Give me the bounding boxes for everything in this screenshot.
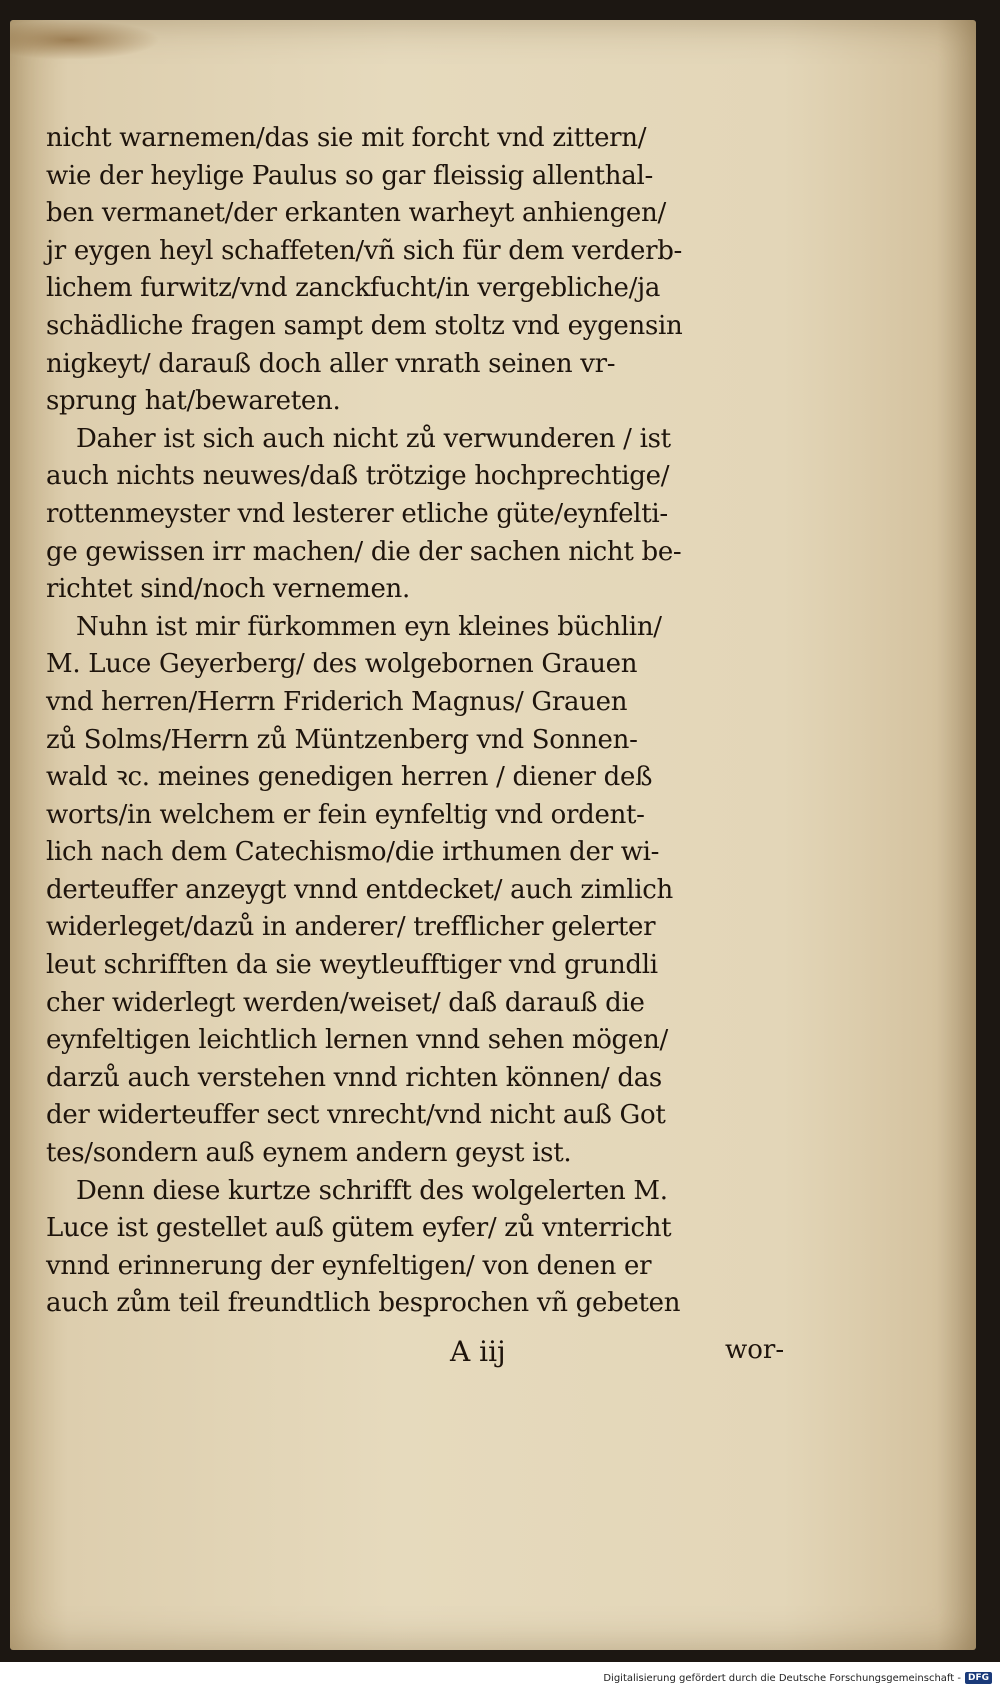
text-line: eynfeltigen leichtlich lernen vnnd sehen mögen/ (46, 1025, 668, 1056)
text-line: auch zům teil freundtlich besprochen vñ gebeten (46, 1288, 681, 1319)
text-line: cher widerlegt werden/weiset/ daß darauß die (46, 987, 645, 1018)
text-block (46, 120, 816, 1323)
text-line: tes/sondern auß eynem andern geyst ist. (46, 1138, 572, 1169)
text-line: vnnd erinnerung der eynfeltigen/ von denen er (46, 1250, 652, 1281)
text-line: auch nichts neuwes/daß trötzige hochprechtige/ (46, 461, 670, 492)
text-line: derteuffer anzeygt vnnd entdecket/ auch zimlich (46, 874, 673, 905)
text-line: Daher ist sich auch nicht zů verwunderen / ist (76, 423, 671, 454)
text-line: wie der heylige Paulus so gar fleissig allenthal- (46, 160, 653, 191)
text-line: ben vermanet/der erkanten warheyt anhiengen/ (46, 198, 666, 229)
text-line: worts/in welchem er fein eynfeltig vnd ordent- (46, 799, 645, 830)
footer-credit (603, 1672, 992, 1684)
text-line: widerleget/dazů in anderer/ trefflicher gelerter (46, 912, 656, 943)
text-line: Luce ist gestellet auß gütem eyfer/ zů vnterricht (46, 1213, 672, 1244)
text-line: nigkeyt/ darauß doch aller vnrath seinen vr- (46, 348, 616, 379)
text-line: sprung hat/bewareten. (46, 386, 341, 417)
catchword: wor- (725, 1335, 785, 1365)
text-line: schädliche fragen sampt dem stoltz vnd eygensin (46, 310, 683, 341)
text-line: Denn diese kurtze schrifft des wolgelerten M. (76, 1175, 668, 1206)
text-line: ge gewissen irr machen/ die der sachen nicht be- (46, 536, 682, 567)
text-line: leut schrifften da sie weytleufftiger vnd grundli (46, 950, 658, 981)
dfg-logo-icon: DFG (965, 1672, 992, 1684)
text-line: jr eygen heyl schaffeten/vñ sich für dem verderb- (46, 235, 683, 266)
text-line: wald ꝛc. meines genedigen herren / diener deß (46, 762, 653, 793)
text-line: lichem furwitz/vnd zanckfucht/in vergebliche/ja (46, 273, 661, 304)
page-stain (10, 20, 160, 60)
text-line: vnd herren/Herrn Friderich Magnus/ Grauen (46, 686, 628, 717)
text-line: M. Luce Geyerberg/ des wolgebornen Grauen (46, 649, 638, 680)
text-line: zů Solms/Herrn zů Müntzenberg vnd Sonnen- (46, 724, 638, 755)
signature-mark: A iij (450, 1335, 506, 1368)
text-line: richtet sind/noch vernemen. (46, 574, 410, 605)
text-line: nicht warnemen/das sie mit forcht vnd zittern/ (46, 123, 647, 153)
text-line: Nuhn ist mir fürkommen eyn kleines büchlin/ (76, 611, 662, 642)
footer-credit-text: Digitalisierung gefördert durch die Deutsche Forschungsgemeinschaft - (603, 1672, 961, 1684)
book-page (10, 20, 976, 1650)
text-line: rottenmeyster vnd lesterer etliche güte/eynfelti- (46, 498, 668, 529)
text-line: der widerteuffer sect vnrecht/vnd nicht auß Got (46, 1100, 666, 1131)
text-line: darzů auch verstehen vnnd richten können/ das (46, 1062, 662, 1093)
text-line: lich nach dem Catechismo/die irthumen der wi- (46, 837, 660, 868)
